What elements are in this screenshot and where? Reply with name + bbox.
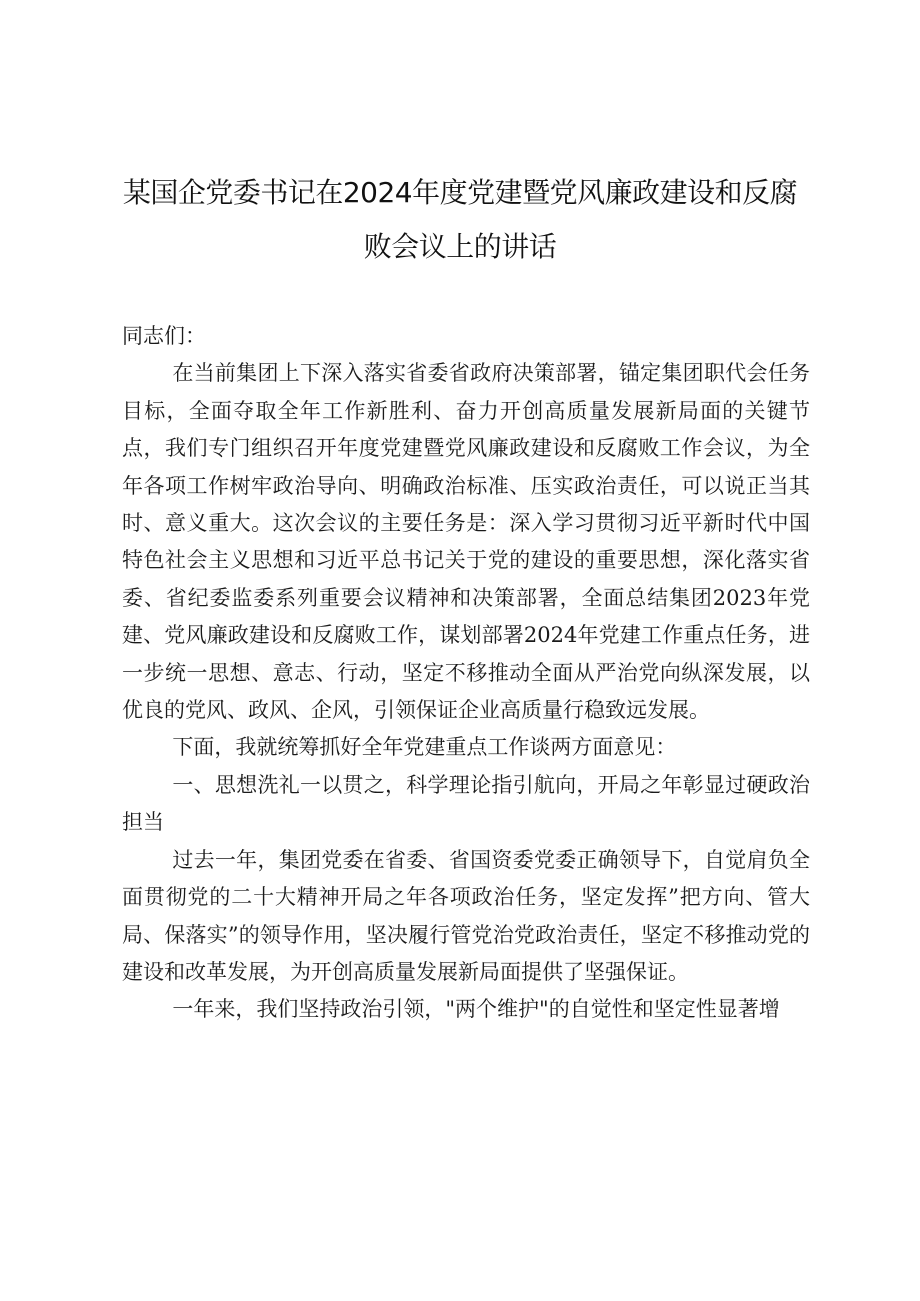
title-line-1: 某国企党委书记在2024年度党建暨党风廉政建设和反腐: [122, 176, 798, 209]
title-line-2: 败会议上的讲话: [363, 230, 557, 263]
paragraph-one-year: 一年来，我们坚持政治引领，"两个维护"的自觉性和坚定性显著增: [172, 997, 780, 1022]
paragraph-past-year: 过去一年，集团党委在省委、省国资委党委正确领导下，自觉肩负全面贯彻党的二十大精神开局之年各项政治任务，坚定发挥”把方向、管大局、保落实”的领导作用，坚决履行管党治党政治责任，坚定不移推动党的建设和改革发展，为开创高质量发展新局面提供了坚强保证。: [122, 847, 810, 984]
salutation: 同志们：: [122, 324, 206, 348]
section-heading-1: 一、思想洗礼一以贯之，科学理论指引航向，开局之年彰显过硬政治担当: [122, 772, 810, 835]
paragraph-intro: 在当前集团上下深入落实省委省政府决策部署，锚定集团职代会任务目标，全面夺取全年工作新胜利、奋力开创高质量发展新局面的关键节点，我们专门组织召开年度党建暨党风廉政建设和反腐败工作会议，为全年各项工作树牢政治导向、明确政治标准、压实政治责任，可以说正当其时、意义重大。这次会议的主要任务是：深入学习贯彻习近平新时代中国特色社会主义思想和习近平总书记关于党的建设的重要思想，深化落实省委、省纪委监委系列重要会议精神和决策部署，全面总结集团2023年党建、党风廉政建设和反腐败工作，谋划部署2024年党建工作重点任务，进一步统一思想、意志、行动，坚定不移推动全面从严治党向纵深发展，以优良的党风、政风、企风，引领保证企业高质量行稳致远发展。: [122, 361, 810, 723]
document-body: [122, 318, 810, 1029]
document-title: [110, 166, 810, 274]
paragraph-transition: 下面，我就统筹抓好全年党建重点工作谈两方面意见：: [172, 735, 677, 760]
